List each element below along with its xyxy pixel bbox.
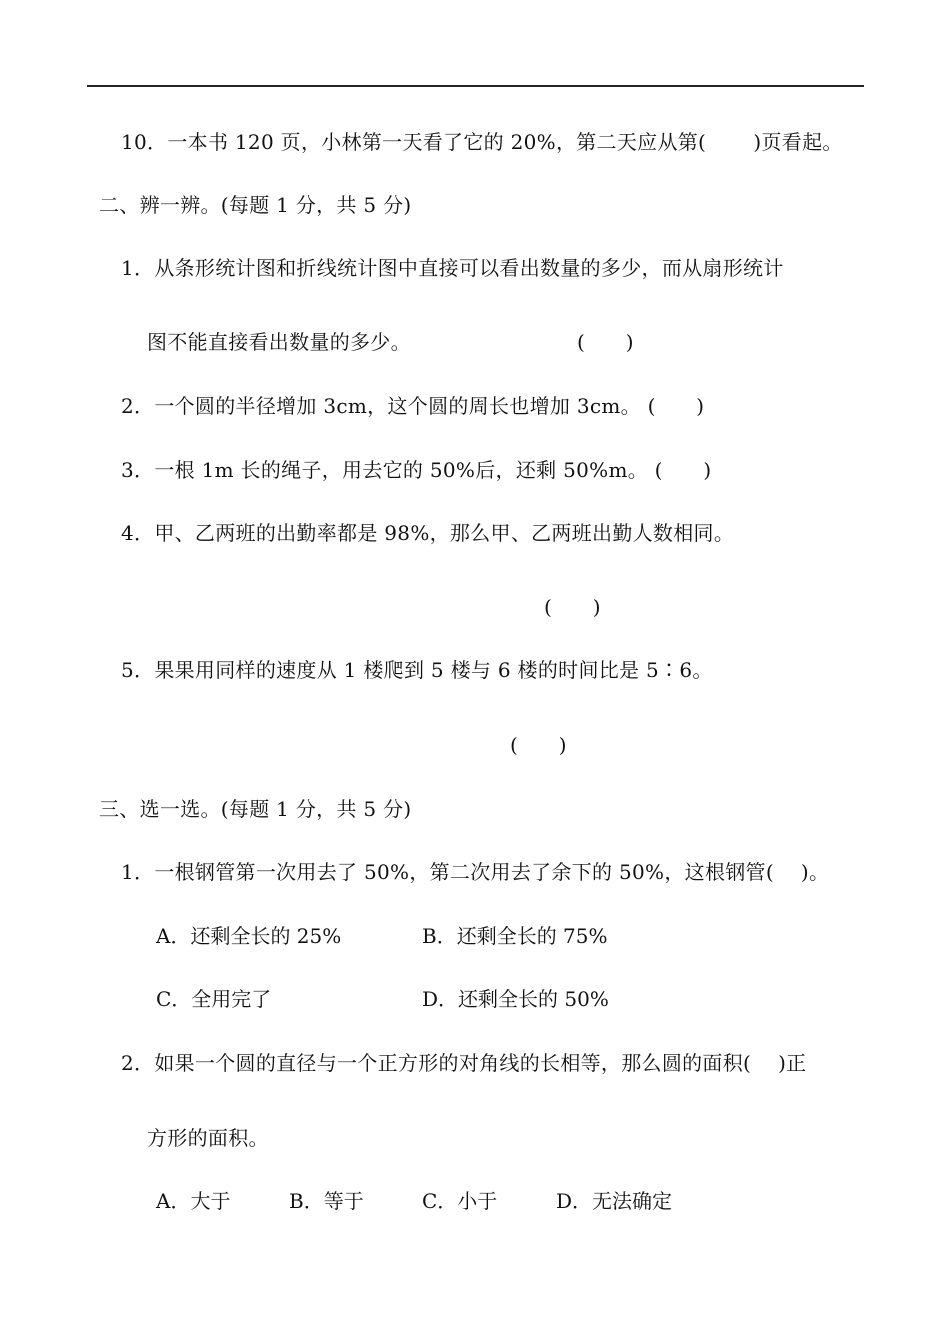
choice-1-option-d: D．还剩全长的 50% — [422, 987, 609, 1011]
judge-1-paren: ( ) — [577, 330, 634, 354]
judge-5-paren: ( ) — [510, 733, 567, 757]
choice-2-line1: 2．如果一个圆的直径与一个正方形的对角线的长相等，那么圆的面积( )正 — [121, 1051, 807, 1075]
question-10: 10．一本书 120 页，小林第一天看了它的 20%，第二天应从第( )页看起。 — [121, 130, 843, 154]
choice-1-option-b: B．还剩全长的 75% — [422, 924, 608, 948]
judge-4-paren: ( ) — [544, 595, 601, 619]
choice-2-option-b: B．等于 — [289, 1189, 364, 1213]
header-rule — [87, 85, 864, 87]
judge-4: 4．甲、乙两班的出勤率都是 98%，那么甲、乙两班出勤人数相同。 — [121, 521, 735, 545]
section-3-title: 三、选一选。(每题 1 分，共 5 分) — [99, 797, 412, 821]
choice-2-option-d: D．无法确定 — [556, 1189, 673, 1213]
judge-2: 2．一个圆的半径增加 3cm，这个圆的周长也增加 3cm。 ( ) — [121, 394, 705, 418]
choice-2-option-c: C．小于 — [422, 1189, 498, 1213]
choice-2-line2: 方形的面积。 — [147, 1126, 269, 1150]
judge-5: 5．果果用同样的速度从 1 楼爬到 5 楼与 6 楼的时间比是 5∶6。 — [121, 658, 713, 682]
choice-2-option-a: A．大于 — [156, 1189, 231, 1213]
choice-1: 1．一根钢管第一次用去了 50%，第二次用去了余下的 50%，这根钢管( )。 — [121, 860, 830, 884]
judge-3: 3．一根 1m 长的绳子，用去它的 50%后，还剩 50%m。 ( ) — [121, 458, 712, 482]
section-2-title: 二、辨一辨。(每题 1 分，共 5 分) — [99, 193, 412, 217]
choice-1-option-a: A．还剩全长的 25% — [156, 924, 342, 948]
judge-1-line2: 图不能直接看出数量的多少。 — [147, 330, 411, 354]
choice-1-option-c: C．全用完了 — [156, 987, 272, 1011]
judge-1-line1: 1．从条形统计图和折线统计图中直接可以看出数量的多少，而从扇形统计 — [121, 256, 784, 280]
